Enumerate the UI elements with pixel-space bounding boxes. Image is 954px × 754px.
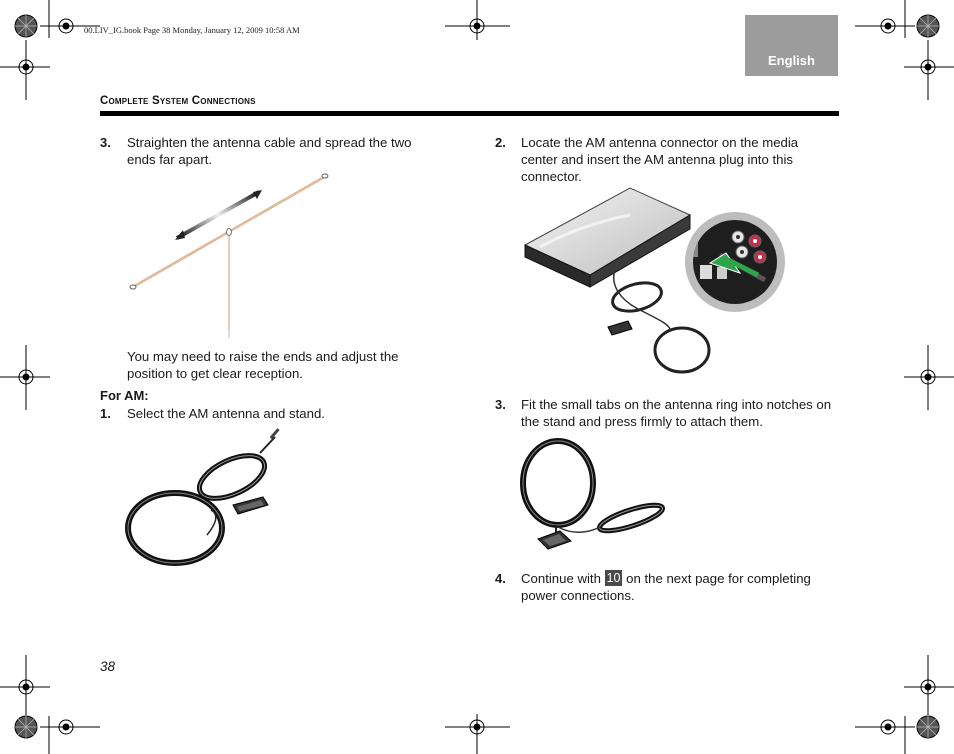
right-step3-number: 3.: [495, 397, 506, 412]
language-tab: [745, 15, 838, 76]
step4-text-after: on the next page for completing power connections.: [521, 571, 811, 603]
left-step3-number: 3.: [100, 135, 111, 150]
right-step3-text: Fit the small tabs on the antenna ring into notches on the stand and press firmly to attach them.: [521, 397, 832, 429]
am-antenna-and-stand-illustration: [125, 425, 285, 570]
fm-antenna-illustration: [125, 170, 335, 340]
media-center-connection-illustration: [520, 185, 785, 375]
step-reference-badge: 10: [606, 571, 621, 585]
right-step4-number: 4.: [495, 571, 506, 586]
page-number: 38: [100, 659, 116, 674]
language-tab-label: English: [768, 53, 815, 68]
right-step4-text: [521, 570, 841, 604]
ring-stand-attach-illustration: [518, 435, 668, 560]
step4-text-before: Continue with: [521, 571, 605, 586]
print-info: 00.LIV_IG.book Page 38 Monday, January 12, 2009 10:58 AM: [84, 25, 300, 35]
left-step3-text: Straighten the antenna cable and spread the two ends far apart.: [127, 135, 412, 167]
left-step1-text: Select the AM antenna and stand.: [127, 406, 325, 421]
left-note-text: You may need to raise the ends and adjust the position to get clear reception.: [127, 349, 399, 381]
section-heading: Complete System Connections: [100, 95, 256, 107]
left-step1-number: 1.: [100, 406, 111, 421]
right-step2-number: 2.: [495, 135, 506, 150]
right-step2-text: Locate the AM antenna connector on the media center and insert the AM antenna plug into this connector.: [521, 135, 799, 184]
heading-rule: [100, 111, 839, 116]
am-heading: For AM:: [100, 388, 149, 403]
